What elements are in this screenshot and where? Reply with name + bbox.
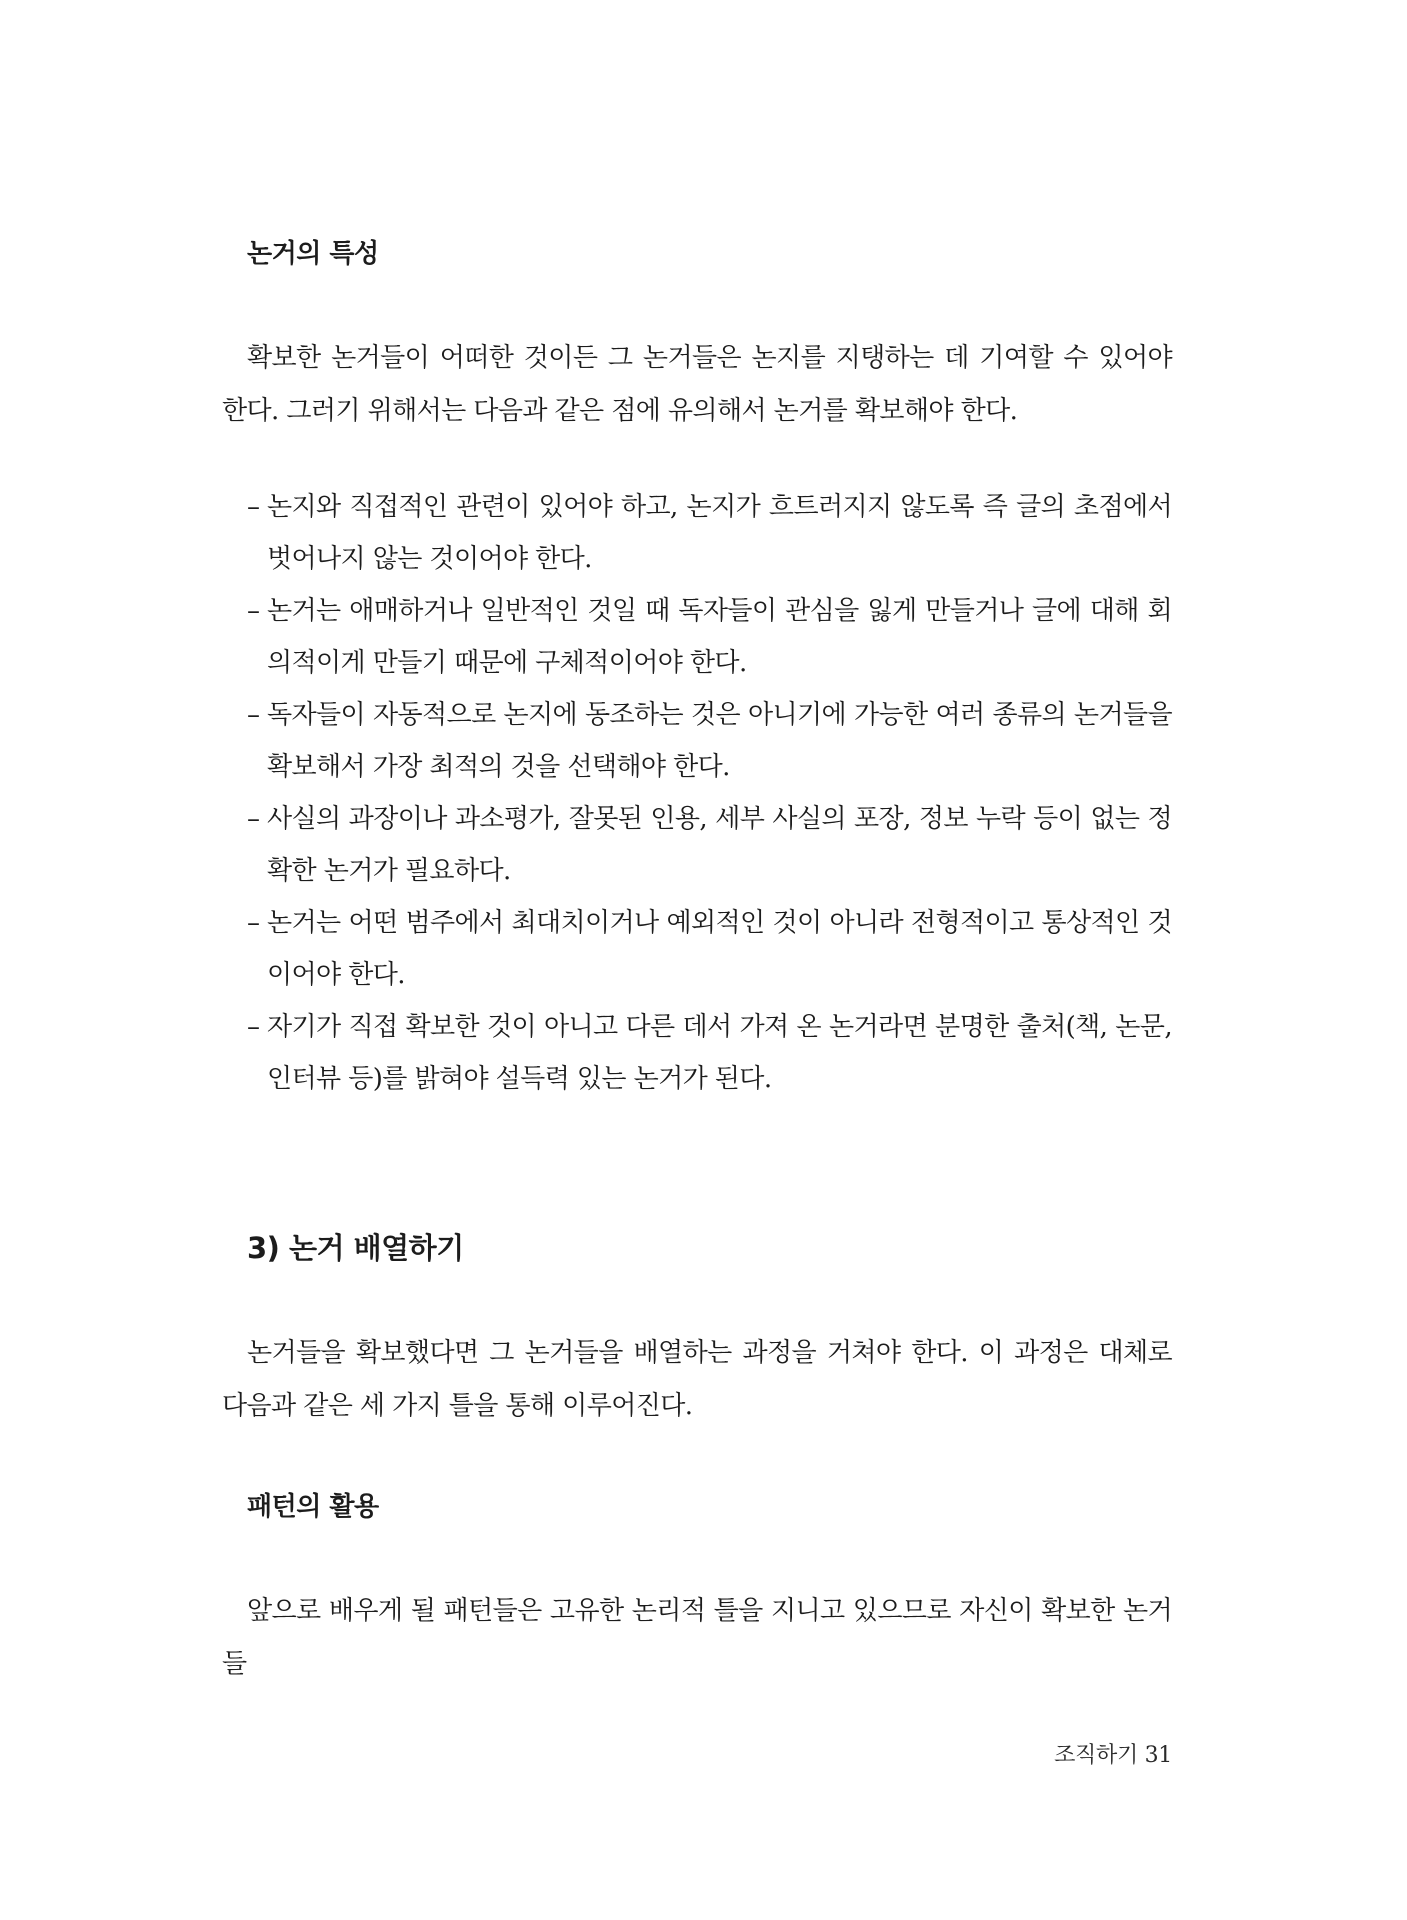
list-item — [247, 481, 1172, 585]
list-item-text: 자기가 직접 확보한 것이 아니고 다른 데서 가져 온 논거라면 분명한 출처(책, 논문, 인터뷰 등)를 밝혀야 설득력 있는 논거가 된다. — [267, 1012, 1172, 1094]
list-item — [247, 585, 1172, 689]
list-item — [247, 793, 1172, 897]
list-item — [247, 689, 1172, 793]
list-item-text: 논거는 애매하거나 일반적인 것일 때 독자들이 관심을 잃게 만들거나 글에 대해 회의적이게 만들기 때문에 구체적이어야 한다. — [267, 596, 1172, 678]
page-number: 조직하기 31 — [1054, 1743, 1172, 1768]
heading-evidence-traits: 논거의 특성 — [247, 239, 379, 269]
list-item-text: 독자들이 자동적으로 논지에 동조하는 것은 아니기에 가능한 여러 종류의 논거들을 확보해서 가장 최적의 것을 선택해야 한다. — [267, 700, 1172, 782]
paragraph-traits-intro: 확보한 논거들이 어떠한 것이든 그 논거들은 논지를 지탱하는 데 기여할 수 있어야 한다. 그러기 위해서는 다음과 같은 점에 유의해서 논거를 확보해야 한다. — [222, 343, 1172, 426]
list-item-text: 논거는 어떤 범주에서 최대치이거나 예외적인 것이 아니라 전형적이고 통상적인 것이어야 한다. — [267, 908, 1172, 990]
list-item-text: 사실의 과장이나 과소평가, 잘못된 인용, 세부 사실의 포장, 정보 누락 등이 없는 정확한 논거가 필요하다. — [267, 804, 1172, 886]
list-item — [247, 1001, 1172, 1105]
paragraph-arranging-intro: 논거들을 확보했다면 그 논거들을 배열하는 과정을 거쳐야 한다. 이 과정은 대체로 다음과 같은 세 가지 틀을 통해 이루어진다. — [222, 1338, 1172, 1421]
bullet-dash: – — [247, 1012, 260, 1042]
heading-pattern-use: 패턴의 활용 — [247, 1492, 379, 1522]
bullet-dash: – — [247, 804, 260, 834]
evidence-criteria-list — [247, 481, 1172, 1105]
bullet-dash: – — [247, 908, 260, 938]
bullet-dash: – — [247, 596, 260, 626]
list-item — [247, 897, 1172, 1001]
bullet-dash: – — [247, 700, 260, 730]
heading-arranging-evidence: 3) 논거 배열하기 — [247, 1231, 464, 1265]
list-item-text: 논지와 직접적인 관련이 있어야 하고, 논지가 흐트러지지 않도록 즉 글의 초점에서 벗어나지 않는 것이어야 한다. — [267, 492, 1172, 574]
paragraph-pattern-intro: 앞으로 배우게 될 패턴들은 고유한 논리적 틀을 지니고 있으므로 자신이 확보한 논거들 — [222, 1596, 1172, 1679]
bullet-dash: – — [247, 492, 260, 522]
